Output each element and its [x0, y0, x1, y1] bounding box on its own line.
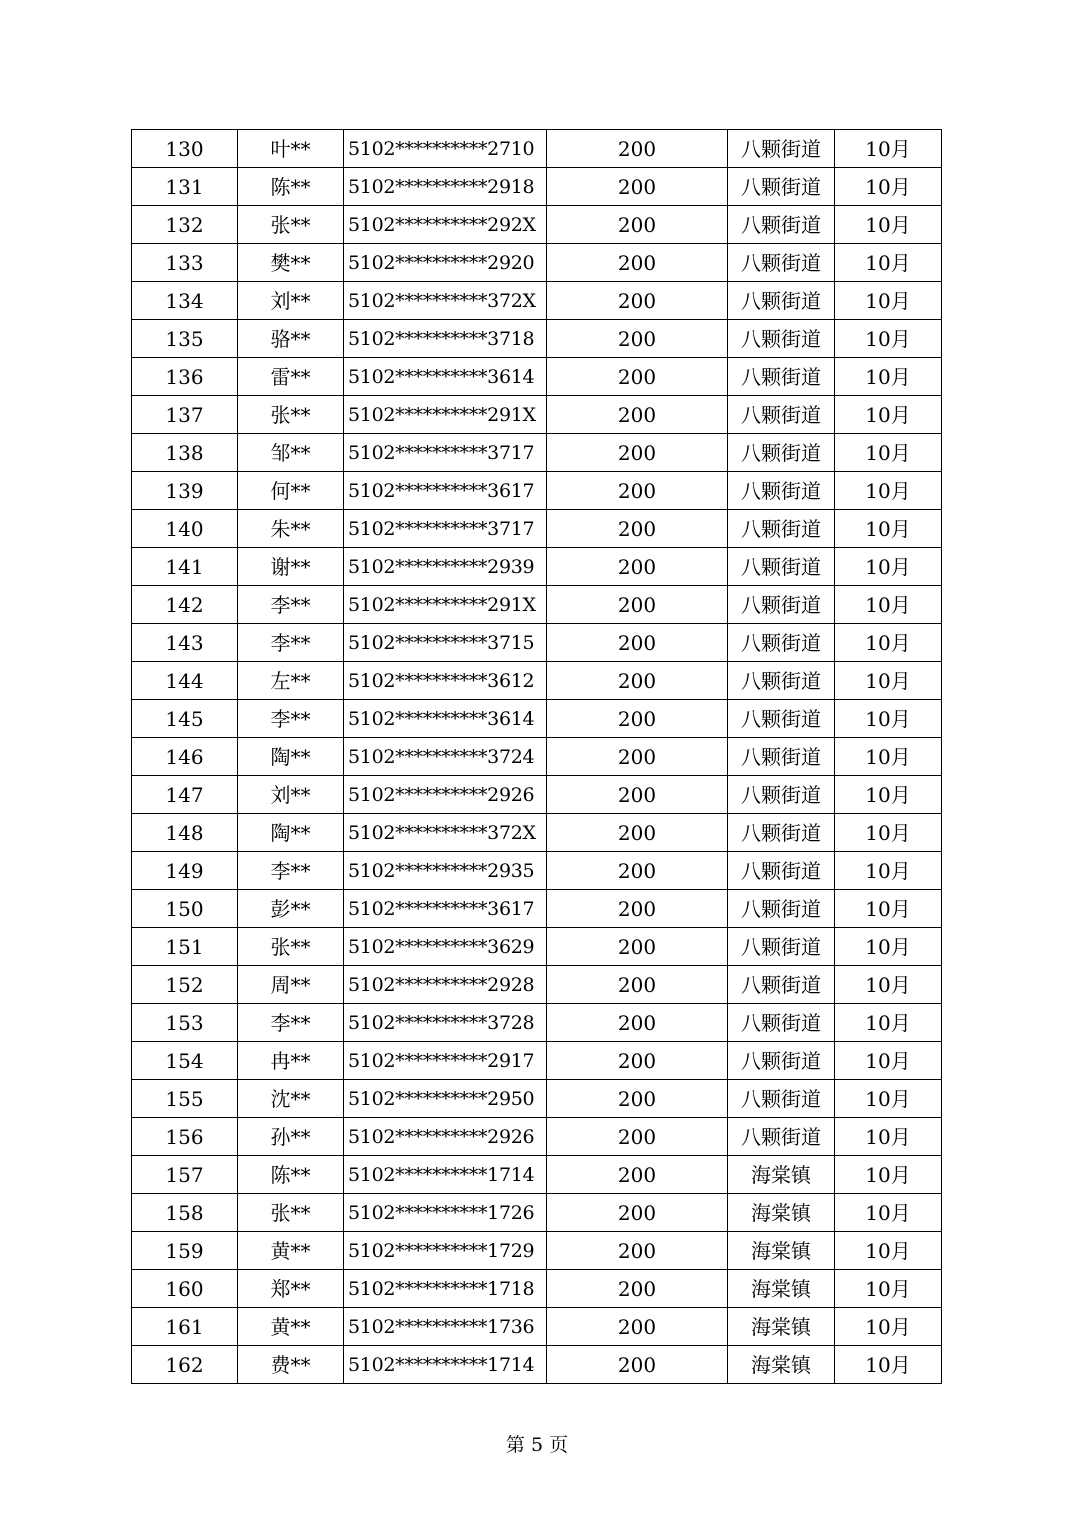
cell-seq: 160 — [132, 1270, 238, 1308]
cell-month: 10月 — [835, 814, 942, 852]
cell-name: 李** — [238, 700, 344, 738]
cell-month: 10月 — [835, 320, 942, 358]
cell-area: 海棠镇 — [728, 1232, 835, 1270]
cell-seq: 144 — [132, 662, 238, 700]
cell-seq: 137 — [132, 396, 238, 434]
cell-amount: 200 — [547, 586, 728, 624]
table-row — [132, 738, 942, 776]
cell-area: 八颗街道 — [728, 244, 835, 282]
cell-month: 10月 — [835, 662, 942, 700]
table-row — [132, 548, 942, 586]
cell-name: 刘** — [238, 776, 344, 814]
roster-sheet — [131, 129, 942, 1384]
cell-name: 陶** — [238, 738, 344, 776]
cell-seq: 151 — [132, 928, 238, 966]
cell-name: 雷** — [238, 358, 344, 396]
cell-name: 冉** — [238, 1042, 344, 1080]
cell-area: 八颗街道 — [728, 890, 835, 928]
cell-seq: 150 — [132, 890, 238, 928]
cell-seq: 138 — [132, 434, 238, 472]
table-row — [132, 1080, 942, 1118]
cell-id-number: 5102**********3717 — [344, 510, 547, 548]
cell-id-number: 5102**********2710 — [344, 130, 547, 168]
cell-month: 10月 — [835, 624, 942, 662]
cell-seq: 135 — [132, 320, 238, 358]
cell-area: 八颗街道 — [728, 966, 835, 1004]
table-row — [132, 130, 942, 168]
cell-amount: 200 — [547, 1156, 728, 1194]
table-row — [132, 358, 942, 396]
cell-amount: 200 — [547, 510, 728, 548]
cell-month: 10月 — [835, 282, 942, 320]
cell-name: 李** — [238, 1004, 344, 1042]
cell-id-number: 5102**********1714 — [344, 1346, 547, 1384]
cell-area: 八颗街道 — [728, 814, 835, 852]
table-row — [132, 1232, 942, 1270]
table-row — [132, 586, 942, 624]
cell-id-number: 5102**********3629 — [344, 928, 547, 966]
cell-name: 刘** — [238, 282, 344, 320]
cell-name: 谢** — [238, 548, 344, 586]
table-row — [132, 472, 942, 510]
cell-area: 海棠镇 — [728, 1308, 835, 1346]
cell-month: 10月 — [835, 396, 942, 434]
cell-amount: 200 — [547, 1194, 728, 1232]
cell-amount: 200 — [547, 852, 728, 890]
cell-id-number: 5102**********3612 — [344, 662, 547, 700]
cell-seq: 147 — [132, 776, 238, 814]
table-row — [132, 282, 942, 320]
cell-month: 10月 — [835, 1308, 942, 1346]
table-row — [132, 510, 942, 548]
cell-area: 八颗街道 — [728, 624, 835, 662]
cell-id-number: 5102**********3614 — [344, 358, 547, 396]
table-row — [132, 928, 942, 966]
cell-month: 10月 — [835, 168, 942, 206]
cell-amount: 200 — [547, 776, 728, 814]
cell-name: 沈** — [238, 1080, 344, 1118]
cell-seq: 142 — [132, 586, 238, 624]
cell-id-number: 5102**********3718 — [344, 320, 547, 358]
cell-amount: 200 — [547, 130, 728, 168]
cell-area: 八颗街道 — [728, 700, 835, 738]
table-row — [132, 396, 942, 434]
cell-seq: 152 — [132, 966, 238, 1004]
cell-seq: 159 — [132, 1232, 238, 1270]
cell-area: 八颗街道 — [728, 1118, 835, 1156]
roster-table-body — [132, 130, 942, 1384]
page-number: 第 5 页 — [505, 1434, 569, 1456]
cell-id-number: 5102**********3617 — [344, 472, 547, 510]
cell-id-number: 5102**********291X — [344, 586, 547, 624]
cell-month: 10月 — [835, 1042, 942, 1080]
cell-amount: 200 — [547, 662, 728, 700]
cell-amount: 200 — [547, 396, 728, 434]
cell-name: 张** — [238, 206, 344, 244]
cell-id-number: 5102**********3617 — [344, 890, 547, 928]
cell-amount: 200 — [547, 814, 728, 852]
cell-amount: 200 — [547, 320, 728, 358]
table-row — [132, 320, 942, 358]
cell-id-number: 5102**********1729 — [344, 1232, 547, 1270]
table-row — [132, 1118, 942, 1156]
cell-name: 邹** — [238, 434, 344, 472]
cell-area: 八颗街道 — [728, 396, 835, 434]
cell-area: 八颗街道 — [728, 510, 835, 548]
cell-amount: 200 — [547, 358, 728, 396]
table-row — [132, 624, 942, 662]
cell-seq: 134 — [132, 282, 238, 320]
cell-name: 叶** — [238, 130, 344, 168]
cell-name: 孙** — [238, 1118, 344, 1156]
cell-amount: 200 — [547, 1042, 728, 1080]
cell-id-number: 5102**********291X — [344, 396, 547, 434]
cell-amount: 200 — [547, 434, 728, 472]
table-row — [132, 890, 942, 928]
cell-id-number: 5102**********1726 — [344, 1194, 547, 1232]
cell-id-number: 5102**********372X — [344, 282, 547, 320]
cell-seq: 156 — [132, 1118, 238, 1156]
table-row — [132, 1270, 942, 1308]
cell-amount: 200 — [547, 1004, 728, 1042]
cell-amount: 200 — [547, 1118, 728, 1156]
cell-seq: 131 — [132, 168, 238, 206]
cell-seq: 148 — [132, 814, 238, 852]
cell-name: 费** — [238, 1346, 344, 1384]
cell-seq: 153 — [132, 1004, 238, 1042]
cell-area: 八颗街道 — [728, 206, 835, 244]
cell-area: 八颗街道 — [728, 548, 835, 586]
cell-id-number: 5102**********2935 — [344, 852, 547, 890]
cell-month: 10月 — [835, 890, 942, 928]
cell-id-number: 5102**********3728 — [344, 1004, 547, 1042]
cell-seq: 136 — [132, 358, 238, 396]
cell-month: 10月 — [835, 1194, 942, 1232]
cell-area: 八颗街道 — [728, 776, 835, 814]
cell-name: 郑** — [238, 1270, 344, 1308]
cell-id-number: 5102**********2926 — [344, 776, 547, 814]
cell-area: 八颗街道 — [728, 1042, 835, 1080]
cell-area: 八颗街道 — [728, 282, 835, 320]
cell-amount: 200 — [547, 548, 728, 586]
cell-seq: 162 — [132, 1346, 238, 1384]
cell-amount: 200 — [547, 1346, 728, 1384]
cell-amount: 200 — [547, 738, 728, 776]
table-row — [132, 852, 942, 890]
cell-id-number: 5102**********2920 — [344, 244, 547, 282]
cell-name: 周** — [238, 966, 344, 1004]
cell-name: 何** — [238, 472, 344, 510]
cell-amount: 200 — [547, 966, 728, 1004]
cell-area: 八颗街道 — [728, 320, 835, 358]
cell-area: 八颗街道 — [728, 1080, 835, 1118]
cell-month: 10月 — [835, 700, 942, 738]
cell-amount: 200 — [547, 472, 728, 510]
cell-area: 八颗街道 — [728, 738, 835, 776]
cell-month: 10月 — [835, 206, 942, 244]
cell-month: 10月 — [835, 244, 942, 282]
table-row — [132, 1042, 942, 1080]
cell-seq: 143 — [132, 624, 238, 662]
cell-area: 八颗街道 — [728, 928, 835, 966]
cell-id-number: 5102**********1714 — [344, 1156, 547, 1194]
cell-seq: 155 — [132, 1080, 238, 1118]
cell-area: 八颗街道 — [728, 168, 835, 206]
cell-area: 海棠镇 — [728, 1270, 835, 1308]
cell-seq: 141 — [132, 548, 238, 586]
table-row — [132, 1346, 942, 1384]
cell-area: 海棠镇 — [728, 1346, 835, 1384]
cell-amount: 200 — [547, 928, 728, 966]
cell-id-number: 5102**********3715 — [344, 624, 547, 662]
table-row — [132, 434, 942, 472]
table-row — [132, 814, 942, 852]
cell-name: 骆** — [238, 320, 344, 358]
cell-amount: 200 — [547, 1080, 728, 1118]
cell-id-number: 5102**********1736 — [344, 1308, 547, 1346]
table-row — [132, 244, 942, 282]
cell-month: 10月 — [835, 1118, 942, 1156]
cell-name: 樊** — [238, 244, 344, 282]
cell-amount: 200 — [547, 1308, 728, 1346]
cell-month: 10月 — [835, 1080, 942, 1118]
cell-id-number: 5102**********372X — [344, 814, 547, 852]
cell-area: 八颗街道 — [728, 434, 835, 472]
cell-name: 张** — [238, 396, 344, 434]
cell-amount: 200 — [547, 168, 728, 206]
cell-name: 左** — [238, 662, 344, 700]
table-row — [132, 206, 942, 244]
cell-seq: 133 — [132, 244, 238, 282]
cell-area: 八颗街道 — [728, 358, 835, 396]
roster-table — [131, 129, 942, 1384]
cell-name: 张** — [238, 1194, 344, 1232]
cell-id-number: 5102**********2950 — [344, 1080, 547, 1118]
cell-month: 10月 — [835, 738, 942, 776]
cell-month: 10月 — [835, 852, 942, 890]
cell-month: 10月 — [835, 130, 942, 168]
cell-name: 黄** — [238, 1232, 344, 1270]
cell-area: 八颗街道 — [728, 852, 835, 890]
cell-month: 10月 — [835, 358, 942, 396]
cell-seq: 132 — [132, 206, 238, 244]
cell-seq: 154 — [132, 1042, 238, 1080]
cell-month: 10月 — [835, 548, 942, 586]
cell-area: 海棠镇 — [728, 1194, 835, 1232]
cell-name: 陈** — [238, 1156, 344, 1194]
table-row — [132, 1308, 942, 1346]
table-row — [132, 662, 942, 700]
cell-seq: 157 — [132, 1156, 238, 1194]
cell-name: 黄** — [238, 1308, 344, 1346]
cell-name: 张** — [238, 928, 344, 966]
cell-month: 10月 — [835, 1232, 942, 1270]
cell-seq: 149 — [132, 852, 238, 890]
cell-month: 10月 — [835, 928, 942, 966]
cell-month: 10月 — [835, 1270, 942, 1308]
cell-amount: 200 — [547, 890, 728, 928]
cell-area: 八颗街道 — [728, 586, 835, 624]
cell-amount: 200 — [547, 206, 728, 244]
cell-month: 10月 — [835, 434, 942, 472]
cell-seq: 139 — [132, 472, 238, 510]
cell-id-number: 5102**********2939 — [344, 548, 547, 586]
cell-id-number: 5102**********292X — [344, 206, 547, 244]
cell-area: 八颗街道 — [728, 472, 835, 510]
cell-area: 八颗街道 — [728, 662, 835, 700]
cell-name: 李** — [238, 624, 344, 662]
cell-month: 10月 — [835, 776, 942, 814]
table-row — [132, 776, 942, 814]
cell-name: 陶** — [238, 814, 344, 852]
table-row — [132, 168, 942, 206]
cell-id-number: 5102**********2926 — [344, 1118, 547, 1156]
cell-name: 李** — [238, 852, 344, 890]
cell-id-number: 5102**********3724 — [344, 738, 547, 776]
cell-month: 10月 — [835, 1004, 942, 1042]
cell-amount: 200 — [547, 282, 728, 320]
cell-seq: 130 — [132, 130, 238, 168]
cell-amount: 200 — [547, 1270, 728, 1308]
table-row — [132, 1194, 942, 1232]
table-row — [132, 1004, 942, 1042]
cell-month: 10月 — [835, 472, 942, 510]
cell-id-number: 5102**********2928 — [344, 966, 547, 1004]
cell-seq: 140 — [132, 510, 238, 548]
cell-area: 海棠镇 — [728, 1156, 835, 1194]
table-row — [132, 1156, 942, 1194]
cell-name: 陈** — [238, 168, 344, 206]
cell-seq: 146 — [132, 738, 238, 776]
cell-month: 10月 — [835, 966, 942, 1004]
cell-id-number: 5102**********3614 — [344, 700, 547, 738]
cell-month: 10月 — [835, 586, 942, 624]
cell-seq: 161 — [132, 1308, 238, 1346]
cell-id-number: 5102**********1718 — [344, 1270, 547, 1308]
cell-amount: 200 — [547, 244, 728, 282]
cell-amount: 200 — [547, 700, 728, 738]
cell-amount: 200 — [547, 1232, 728, 1270]
cell-seq: 158 — [132, 1194, 238, 1232]
cell-name: 李** — [238, 586, 344, 624]
cell-area: 八颗街道 — [728, 130, 835, 168]
cell-month: 10月 — [835, 510, 942, 548]
cell-amount: 200 — [547, 624, 728, 662]
cell-id-number: 5102**********2918 — [344, 168, 547, 206]
cell-area: 八颗街道 — [728, 1004, 835, 1042]
cell-id-number: 5102**********2917 — [344, 1042, 547, 1080]
table-row — [132, 966, 942, 1004]
cell-month: 10月 — [835, 1346, 942, 1384]
table-row — [132, 700, 942, 738]
cell-name: 彭** — [238, 890, 344, 928]
cell-month: 10月 — [835, 1156, 942, 1194]
cell-id-number: 5102**********3717 — [344, 434, 547, 472]
cell-name: 朱** — [238, 510, 344, 548]
cell-seq: 145 — [132, 700, 238, 738]
